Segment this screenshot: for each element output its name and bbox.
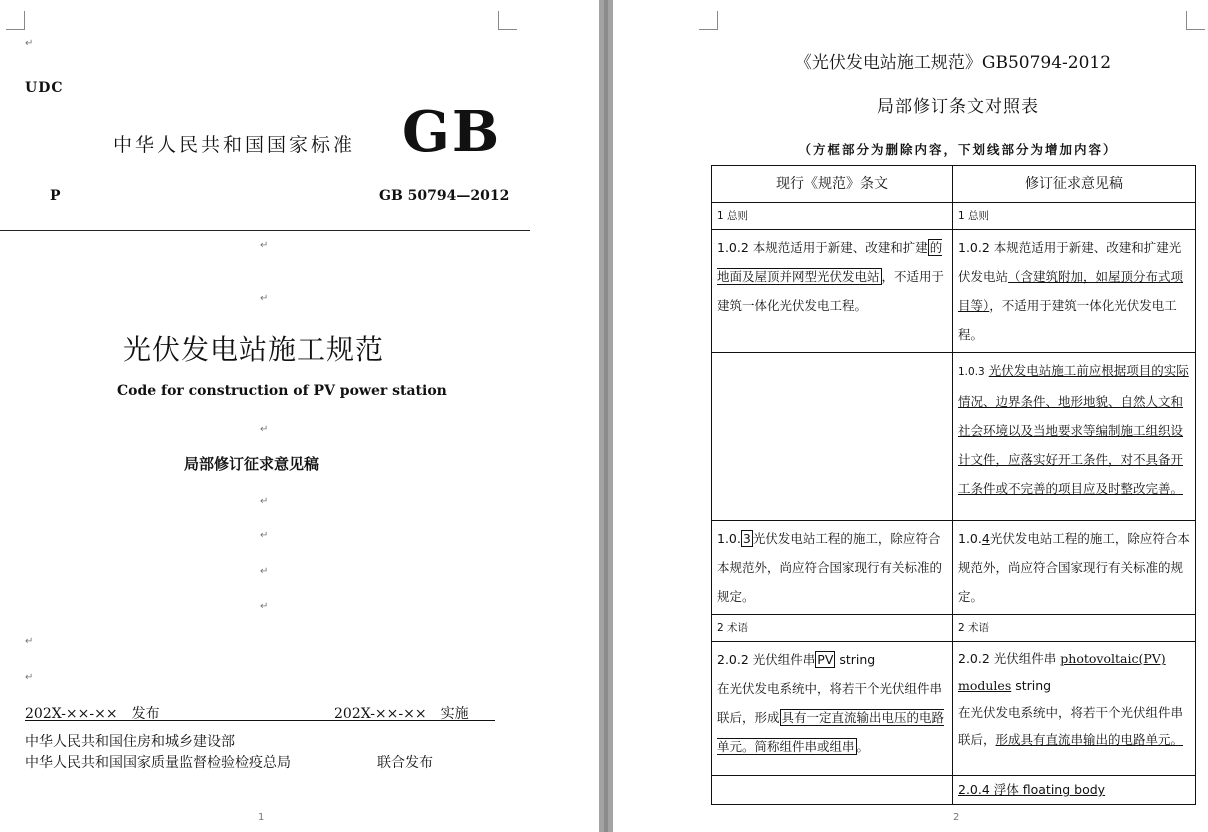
text: 在光伏发电系统中，将若干个光伏组件串联后，	[958, 705, 1184, 747]
header-revised: 修订征求意见稿	[953, 166, 1196, 203]
added-text: 4	[981, 531, 990, 546]
deleted-text: PV	[817, 652, 834, 667]
table-header-row	[712, 166, 1196, 203]
paragraph-mark: ↵	[260, 530, 269, 541]
udc-label: UDC	[25, 80, 64, 96]
added-text: 形成具有直流串输出的电路单元。	[995, 732, 1184, 747]
text: 1.0.	[958, 531, 982, 546]
comparison-subtitle: 局部修订条文对照表	[877, 97, 1039, 117]
page-number: 2	[953, 812, 960, 823]
table-row	[712, 353, 1196, 521]
crop-mark	[699, 11, 718, 30]
paragraph-mark: ↵	[260, 601, 269, 612]
document-title-cn: 光伏发电站施工规范	[123, 333, 385, 366]
cell-current	[712, 230, 953, 353]
text: string	[1011, 678, 1052, 693]
deleted-text: 3	[742, 531, 751, 546]
gb-logo: GB	[402, 99, 502, 165]
table-row	[712, 776, 1196, 805]
table-row	[712, 521, 1196, 615]
cell-current: 2 术语	[712, 615, 953, 642]
added-text: photovoltaic(PV) modules	[958, 651, 1166, 693]
added-text: 2.0.4 浮体 floating body	[958, 782, 1106, 797]
gb-number: GB 50794—2012	[379, 188, 510, 204]
cell-revised: 2 术语	[953, 615, 1196, 642]
text: 1.0.	[717, 531, 741, 546]
text: 光伏发电站工程的施工，除应符合本规范外，尚应符合国家现行有关标准的规定。	[717, 531, 943, 604]
paragraph-mark: ↵	[260, 240, 269, 251]
cell-current	[712, 776, 953, 805]
effective-date: 202X-××-×× 实施	[334, 706, 469, 722]
p-label: P	[50, 188, 61, 204]
cell-revised	[953, 230, 1196, 353]
comparison-title: 《光伏发电站施工规范》GB50794-2012	[794, 53, 1112, 73]
date-rule	[25, 720, 495, 721]
text: ，不适用于建筑一体化光伏发电工程。	[717, 269, 945, 313]
cell-revised	[953, 642, 1196, 776]
document-title-en: Code for construction of PV power station	[117, 383, 447, 399]
cell-revised: 1 总则	[953, 203, 1196, 230]
text: 1.0.2 本规范适用于新建、改建和扩建光伏发电站	[958, 240, 1182, 284]
page-number: 1	[258, 812, 265, 823]
joint-publish-label: 联合发布	[377, 755, 433, 771]
text: string	[835, 652, 876, 667]
text: 。	[856, 739, 870, 754]
page-comparison	[613, 0, 1208, 832]
publish-date: 202X-××-×× 发布	[25, 706, 160, 722]
cell-revised	[953, 776, 1196, 805]
deleted-text: 的地面及屋顶并网型光伏发电站	[717, 240, 943, 284]
table-row	[712, 642, 1196, 776]
crop-mark	[1186, 11, 1205, 30]
added-text: 光伏发电站施工前应根据项目的实际情况、边界条件、地形地貌、自然人文和社会环境以及当地要求等编制施工组织设计文件，应落实好开工条件，对不具备开工条件或不完善的项目应及时整改完善。	[958, 363, 1189, 496]
header-rule	[0, 230, 530, 231]
added-text: （含建筑附加，如屋顶分布式项目等）	[958, 269, 1184, 313]
paragraph-mark: ↵	[260, 424, 269, 435]
table-row	[712, 615, 1196, 642]
page-cover	[0, 0, 599, 832]
text: 2.0.2 光伏组件串	[717, 652, 816, 667]
table-row	[712, 203, 1196, 230]
text: 2.0.2 光伏组件串	[958, 651, 1061, 666]
publisher-1: 中华人民共和国住房和城乡建设部	[25, 734, 235, 750]
paragraph-mark: ↵	[25, 672, 34, 683]
paragraph-mark: ↵	[25, 636, 34, 647]
text: 光伏发电站工程的施工，除应符合本规范外，尚应符合国家现行有关标准的规定。	[958, 531, 1190, 604]
comparison-table	[711, 165, 1196, 805]
national-standard-label: 中华人民共和国国家标准	[113, 134, 356, 156]
paragraph-mark: ↵	[260, 496, 269, 507]
draft-label: 局部修订征求意见稿	[184, 455, 320, 473]
text: 1.0.2 本规范适用于新建、改建和扩建	[717, 240, 928, 255]
cell-current	[712, 642, 953, 776]
cell-current	[712, 521, 953, 615]
cell-revised	[953, 521, 1196, 615]
publisher-2: 中华人民共和国国家质量监督检验检疫总局	[25, 755, 291, 771]
clause-number: 1.0.3	[958, 366, 985, 378]
paragraph-mark: ↵	[260, 293, 269, 304]
paragraph-mark: ↵	[260, 566, 269, 577]
crop-mark	[6, 11, 25, 30]
cell-revised	[953, 353, 1196, 521]
cell-current: 1 总则	[712, 203, 953, 230]
header-current: 现行《规范》条文	[712, 166, 953, 203]
table-row	[712, 230, 1196, 353]
page-gap	[599, 0, 613, 832]
crop-mark	[498, 11, 517, 30]
legend-note: （方框部分为删除内容，下划线部分为增加内容）	[798, 142, 1118, 157]
deleted-text: 具有一定直流输出电压的电路单元。简称组件串或组串	[717, 710, 945, 754]
text: 在光伏发电系统中，将若干个光伏组件串联后，形成	[717, 681, 943, 725]
text: ，不适用于建筑一体化光伏发电工程。	[958, 298, 1177, 342]
paragraph-mark: ↵	[25, 38, 34, 49]
cell-current	[712, 353, 953, 521]
